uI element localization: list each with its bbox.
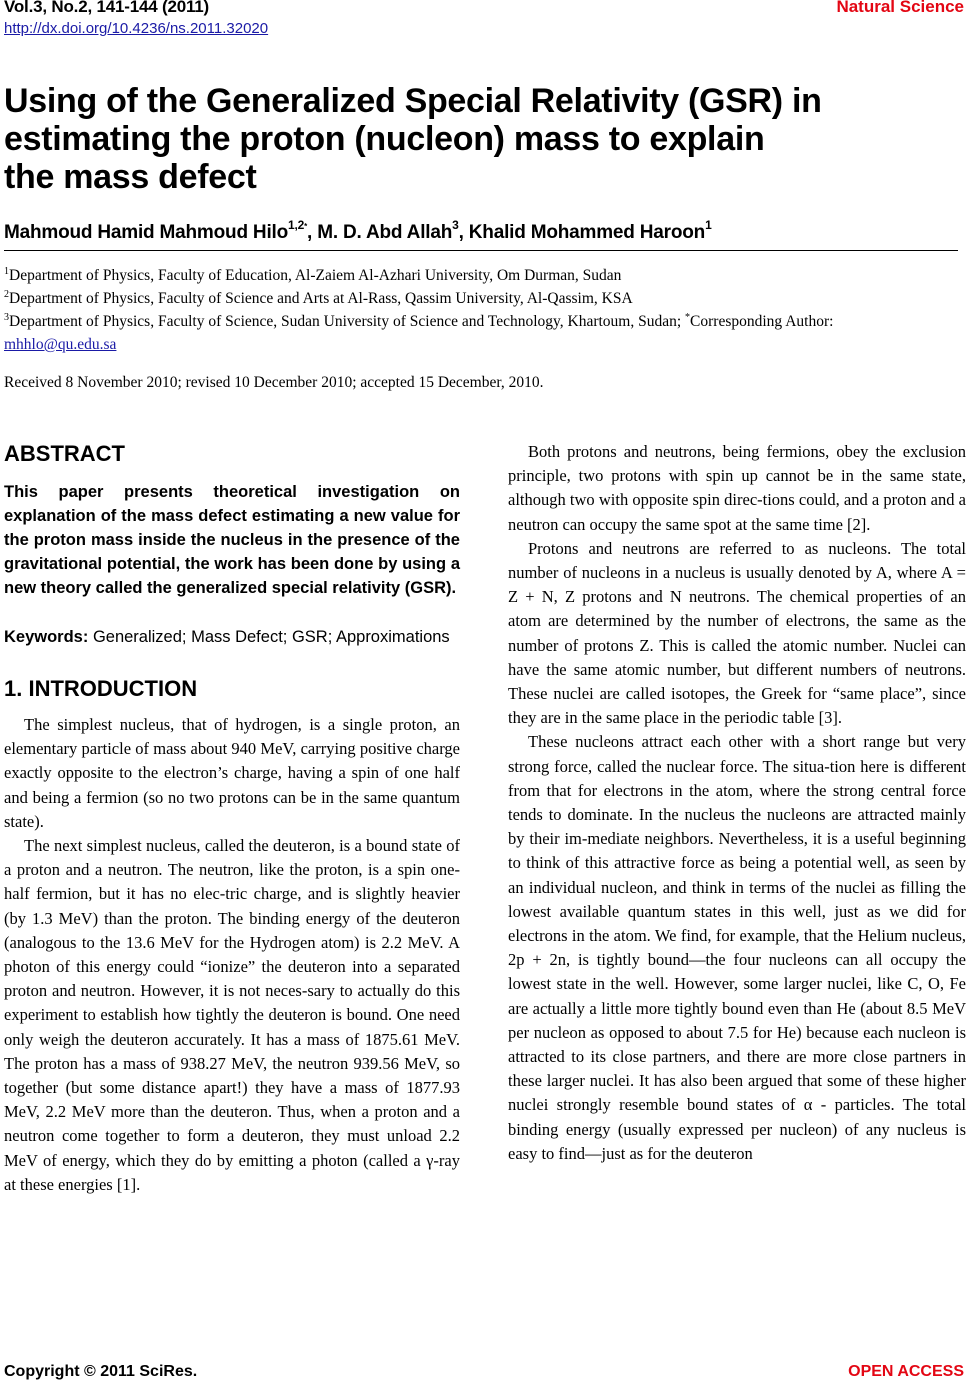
affiliation-text: Department of Physics, Faculty of Science, Sudan University of Science and Technology, Khartoum, Sudan; [9, 313, 686, 330]
paper-title [4, 82, 944, 196]
title-line: Using of the Generalized Special Relativity (GSR) in [4, 82, 822, 120]
section-heading-introduction: 1. INTRODUCTION [4, 676, 198, 701]
body-paragraph: Protons and neutrons are referred to as nucleons. The total number of nucleons in a nucleus is usually denoted by A, where A = Z + N, Z protons and N neutrons. The chemical properties of an atom are determined by the number of electrons, the same as the number of protons Z. This is called the atomic number. Nuclei can have the same atomic number, but different numbers of neutrons. These nuclei are called isotopes, the Greek for “same place”, since they are in the same place in the periodic table [3]. [508, 538, 966, 728]
journal-issue: Vol.3, No.2, 141-144 (2011) [4, 0, 210, 16]
affiliation-item [4, 287, 966, 310]
right-column [508, 440, 966, 1166]
keywords-label: Keywords: [4, 628, 89, 646]
abstract-heading: ABSTRACT [4, 441, 125, 466]
author-name: Khalid Mohammed Haroon [468, 222, 706, 243]
affiliation-item [4, 310, 966, 333]
body-paragraph: The next simplest nucleus, called the deuteron, is a bound state of a proton and a neutron. The neutron, like the proton, is a spin one-half fermion, but it has no elec-tric charge, and is slightly heavier (by 1.3 MeV) than the proton. The binding energy of the deuteron (analogous to the 13.6 MeV for the Hydrogen atom) is 2.2 MeV. A photon of this energy could “ionize” the deuteron into a separated proton and neutron. However, it is not neces-sary to actually do this experiment to establish how tightly the deuteron is bound. One need only weigh the deuteron accurately. It has a mass of 1875.61 MeV. The proton has a mass of 938.27 MeV, the neutron 939.56 MeV, so together (but some distance apart!) they have a mass of 1877.93 MeV, 2.2 MeV more than the deuteron. Thus, when a proton and a neutron come together to form a deuteron, they must unload 2.2 MeV of energy, which they do by emitting a photon (called a γ-ray at these energies [1]. [4, 836, 460, 1194]
affiliation-number: 1 [4, 266, 9, 277]
author-name: Mahmoud Hamid Mahmoud Hilo [4, 222, 289, 243]
corresponding-mark: * [685, 312, 691, 323]
body-paragraph: These nucleons attract each other with a short range but very strong force, called the nuclear force. The situa-tion here is different from that for electrons in the atom, where the strong central force tends to dominate. In the nucleus the nucleons are attracted mainly by their im-mediate neighbors. Nevertheless, it is a useful beginning to think of this attractive force as being a potential well, as seen by an individual nucleon, and think in terms of the nuclei as filling the lowest available quantum states in this well, just as we did for electrons in the atom. We find, for example, that the Helium nucleus, 2p + 2n, is tightly bound—the four nucleons can all occupy the lowest state in the well. However, some larger nuclei, like C, O, Fe are actually a little more tightly bound even than He (about 8.5 MeV per nucleon as opposed to about 7.5 for He) because each nucleon is attracted to its close partners, and there are more close partners in these larger nuclei. It has also been argued that some of these higher nuclei strongly resemble bound states of α - particles. The total binding energy (usually expressed per nucleon) of any nucleus is easy to find—just as for the deuteron [508, 732, 966, 1163]
open-access-label: OPEN ACCESS [848, 1363, 964, 1380]
author-affiliation-sup: 3 [452, 218, 459, 232]
author-affiliation-sup: 1,2 [288, 218, 305, 232]
title-line: estimating the proton (nucleon) mass to explain [4, 120, 765, 158]
header-divider [4, 250, 958, 251]
title-line: the mass defect [4, 158, 257, 196]
received-dates: Received 8 November 2010; revised 10 December 2010; accepted 15 December, 2010. [4, 374, 544, 391]
author-name: M. D. Abd Allah [317, 222, 453, 243]
corresponding-label: Corresponding Author: [690, 313, 834, 330]
abstract-text: This paper presents theoretical investigation on explanation of the mass defect estimating a new value for the proton mass inside the nucleus in the presence of the gravitational potential, the work has been done by using a new theory called the generalized special relativity (GSR). [4, 483, 460, 597]
author-list: Mahmoud Hamid Mahmoud Hilo$^{1,2*}$, M. D. Abd Allah$^3$, Khalid Mohammed Haroon$^1$ [4, 218, 712, 243]
keywords-text: Generalized; Mass Defect; GSR; Approximations [88, 628, 450, 646]
keywords [4, 625, 460, 649]
affiliation-item [4, 264, 966, 287]
author-affiliation-sup: 1 [705, 218, 712, 232]
left-column [4, 440, 460, 1197]
body-paragraph: The simplest nucleus, that of hydrogen, is a single proton, an elementary particle of mass about 940 MeV, carrying positive charge exactly opposite to the electron’s charge, having a spin of one half and being a fermion (so no two protons can be in the same quantum state). [4, 715, 460, 831]
affiliations [4, 264, 966, 356]
body-paragraph: Both protons and neutrons, being fermions, obey the exclusion principle, two protons with spin up cannot be in the same state, although two with opposite spin direc-tions could, and a proton and a neutron can occupy the same spot at the same time [2]. [508, 442, 966, 534]
affiliation-number: 2 [4, 289, 9, 300]
journal-name: Natural Science [836, 0, 964, 16]
affiliation-text: Department of Physics, Faculty of Science and Arts at Al-Rass, Qassim University, Al-Qassim, KSA [9, 290, 633, 307]
affiliation-number: 3 [4, 312, 9, 323]
corresponding-mark: * [304, 222, 308, 231]
copyright: Copyright © 2011 SciRes. [4, 1363, 198, 1380]
affiliation-text: Department of Physics, Faculty of Education, Al-Zaiem Al-Azhari University, Om Durman, Sudan [9, 267, 622, 284]
doi-link[interactable]: http://dx.doi.org/10.4236/ns.2011.32020 [4, 20, 269, 37]
corresponding-email-link[interactable]: mhhlo@qu.edu.sa [4, 336, 117, 353]
